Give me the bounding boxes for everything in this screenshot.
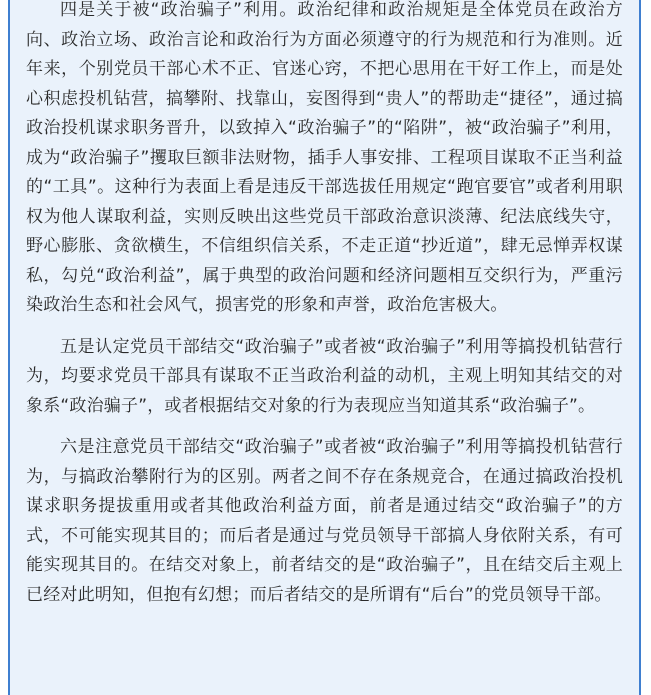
paragraph-five: 五是认定党员干部结交“政治骗子”或者被“政治骗子”利用等搞投机钻营行为，均要求党员干部具有谋取不正当政治利益的动机，主观上明知其结交的对象系“政治骗子”，或者根据结交对象的行为表现应当知道其系“政治骗子”。 (26, 336, 623, 416)
article-card (8, 0, 641, 695)
paragraph-four: 四是关于被“政治骗子”利用。政治纪律和政治规矩是全体党员在政治方向、政治立场、政治言论和政治行为方面必须遵守的行为规范和行为准则。近年来，个别党员干部心术不正、官迷心窍，不把心思用在干好工作上，而是处心积虑投机钻营，搞攀附、找靠山，妄图得到“贵人”的帮助走“捷径”，通过搞政治投机谋求职务晋升，以致掉入“政治骗子”的“陷阱”，被“政治骗子”利用，成为“政治骗子”攫取巨额非法财物，插手人事安排、工程项目谋取不正当利益的“工具”。这种行为表面上看是违反干部选拔任用规定“跑官要官”或者利用职权为他人谋取利益，实则反映出这些党员干部政治意识淡薄、纪法底线失守，野心膨胀、贪欲横生，不信组织信关系，不走正道“抄近道”，肆无忌惮弄权谋私，勾兑“政治利益”，属于典型的政治问题和经济问题相互交织行为，严重污染政治生态和社会风气，损害党的形象和声誉，政治危害极大。 (26, 0, 623, 315)
paragraph-six: 六是注意党员干部结交“政治骗子”或者被“政治骗子”利用等搞投机钻营行为，与搞政治攀附行为的区别。两者之间不存在条规竞合，在通过搞政治投机谋求职务提拔重用或者其他政治利益方面，前者是通过结交“政治骗子”的方式，不可能实现其目的；而后者是通过与党员领导干部搞人身依附关系，有可能实现其目的。在结交对象上，前者结交的是“政治骗子”，且在结交后主观上已经对此明知，但抱有幻想；而后者结交的是所谓有“后台”的党员领导干部。 (26, 437, 623, 605)
